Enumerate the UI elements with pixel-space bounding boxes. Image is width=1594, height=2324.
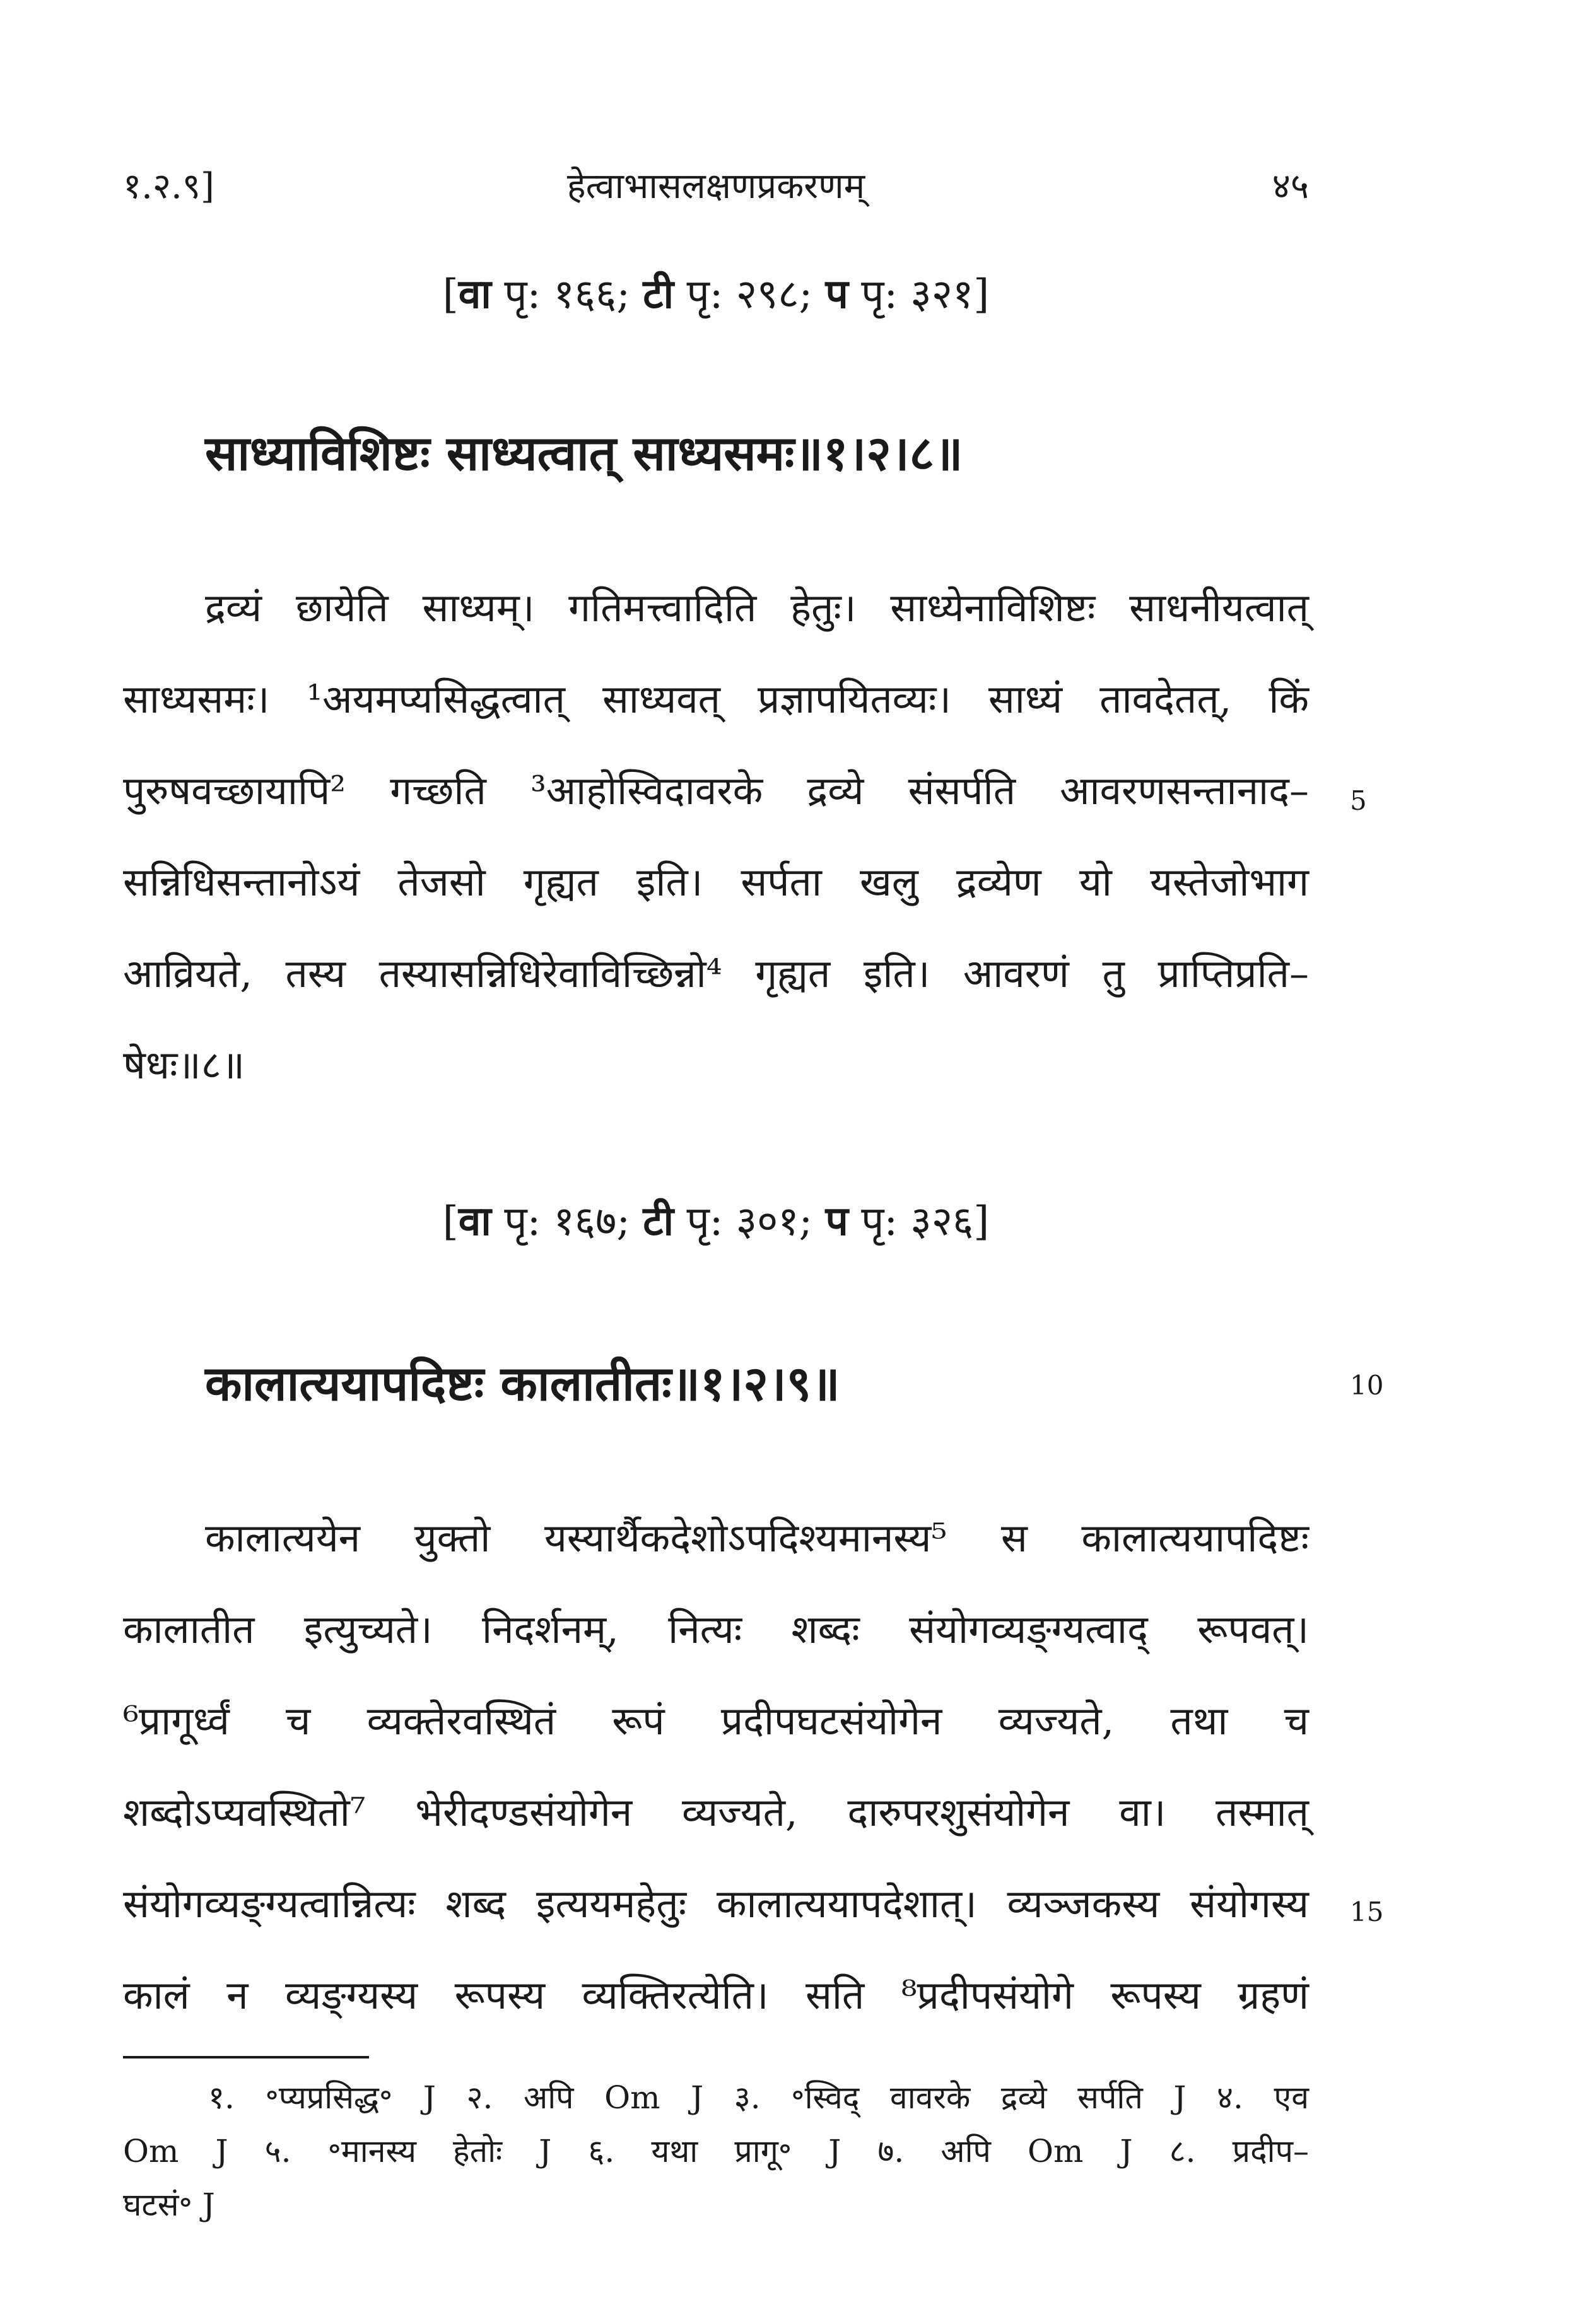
ref-pa: प <box>825 271 848 318</box>
ref-ti-page: पृ: २९८; <box>674 271 826 318</box>
text-line: कालं न व्यङ्ग्यस्य रूपस्य व्यक्तिरत्येति। सति ⁸प्रदीपसंयोगे रूपस्य ग्रहणं <box>123 1972 1309 2018</box>
text-line: कालात्ययेन युक्तो यस्यार्थैकदेशोऽपदिश्यमानस्य⁵ स कालात्ययापदिष्टः <box>205 1515 1309 1561</box>
line-number-5: 5 <box>1350 785 1367 816</box>
sutra-heading-1: साध्याविशिष्टः साध्यत्वात् साध्यसमः॥१।२।८॥ <box>205 425 963 481</box>
reference-line-1 <box>123 265 1309 320</box>
bracket-open: [ <box>442 1198 459 1245</box>
footnote-rule <box>123 2056 369 2058</box>
text-line: षेधः॥८॥ <box>123 1042 245 1088</box>
text-line: कालातीत इत्युच्यते। निदर्शनम्, नित्यः शब्दः संयोगव्यङ्ग्यत्वाद् रूपवत्। <box>123 1606 1309 1652</box>
footnote-line: Om J ५. ॰मानस्य हेतोः J ६. यथा प्रागू॰ J ७. अपि Om J ८. प्रदीप– <box>123 2133 1309 2169</box>
sutra-heading-2: कालात्ययापदिष्टः कालातीतः॥१।२।९॥ <box>205 1355 840 1411</box>
line-number-10: 10 <box>1350 1370 1384 1401</box>
ref-ti: टी <box>643 1198 674 1245</box>
footnote-line: घटसं॰ J <box>123 2187 215 2223</box>
bracket-close: ] <box>973 271 990 318</box>
text-line: संयोगव्यङ्ग्यत्वान्नित्यः शब्द इत्ययमहेतुः कालात्ययापदेशात्। व्यञ्जकस्य संयोगस्य <box>123 1881 1309 1927</box>
text-line: साध्यसमः। ¹अयमप्यसिद्धत्वात् साध्यवत् प्रज्ञापयितव्यः। साध्यं तावदेतत्, किं <box>123 676 1309 722</box>
page-number: ४५ <box>1272 166 1309 207</box>
ref-pa: प <box>825 1198 848 1245</box>
running-header <box>123 161 1309 211</box>
ref-va: वा <box>458 271 491 318</box>
bracket-open: [ <box>442 271 459 318</box>
text-line: द्रव्यं छायेति साध्यम्। गतिमत्त्वादिति हेतुः। साध्येनाविशिष्टः साधनीयत्वात् <box>205 585 1309 631</box>
ref-va: वा <box>458 1198 491 1245</box>
text-line: पुरुषवच्छायापि² गच्छति ³आहोस्विदावरके द्रव्ये संसर्पति आवरणसन्तानाद– <box>123 768 1309 814</box>
ref-va-page: पृ: १६६; <box>491 271 643 318</box>
ref-ti: टी <box>643 271 674 318</box>
section-number: १.२.९] <box>123 166 214 207</box>
bracket-close: ] <box>973 1198 990 1245</box>
footnote-line: १. ॰प्यप्रसिद्ध॰ J २. अपि Om J ३. ॰स्विद् वावरके द्रव्ये सर्पति J ४. एव <box>208 2079 1309 2116</box>
text-line: सन्निधिसन्तानोऽयं तेजसो गृह्यत इति। सर्पता खलु द्रव्येण यो यस्तेजोभाग <box>123 859 1309 905</box>
text-line: शब्दोऽप्यवस्थितो⁷ भेरीदण्डसंयोगेन व्यज्यते, दारुपरशुसंयोगेन वा। तस्मात् <box>123 1789 1309 1835</box>
reference-line-2 <box>123 1192 1309 1247</box>
text-line: आव्रियते, तस्य तस्यासन्निधिरेवाविच्छिन्नो⁴ गृह्यत इति। आवरणं तु प्राप्तिप्रति– <box>123 950 1309 996</box>
text-line: ⁶प्रागूर्ध्वं च व्यक्तेरवस्थितं रूपं प्रदीपघटसंयोगेन व्यज्यते, तथा च <box>123 1698 1309 1744</box>
ref-va-page: पृ: १६७; <box>491 1198 643 1245</box>
chapter-title: हेत्वाभासलक्षणप्रकरणम् <box>566 166 865 207</box>
ref-pa-page: पृ: ३२१ <box>848 271 974 318</box>
ref-pa-page: पृ: ३२६ <box>848 1198 974 1245</box>
ref-ti-page: पृ: ३०१; <box>674 1198 826 1245</box>
line-number-15: 15 <box>1350 1896 1384 1927</box>
